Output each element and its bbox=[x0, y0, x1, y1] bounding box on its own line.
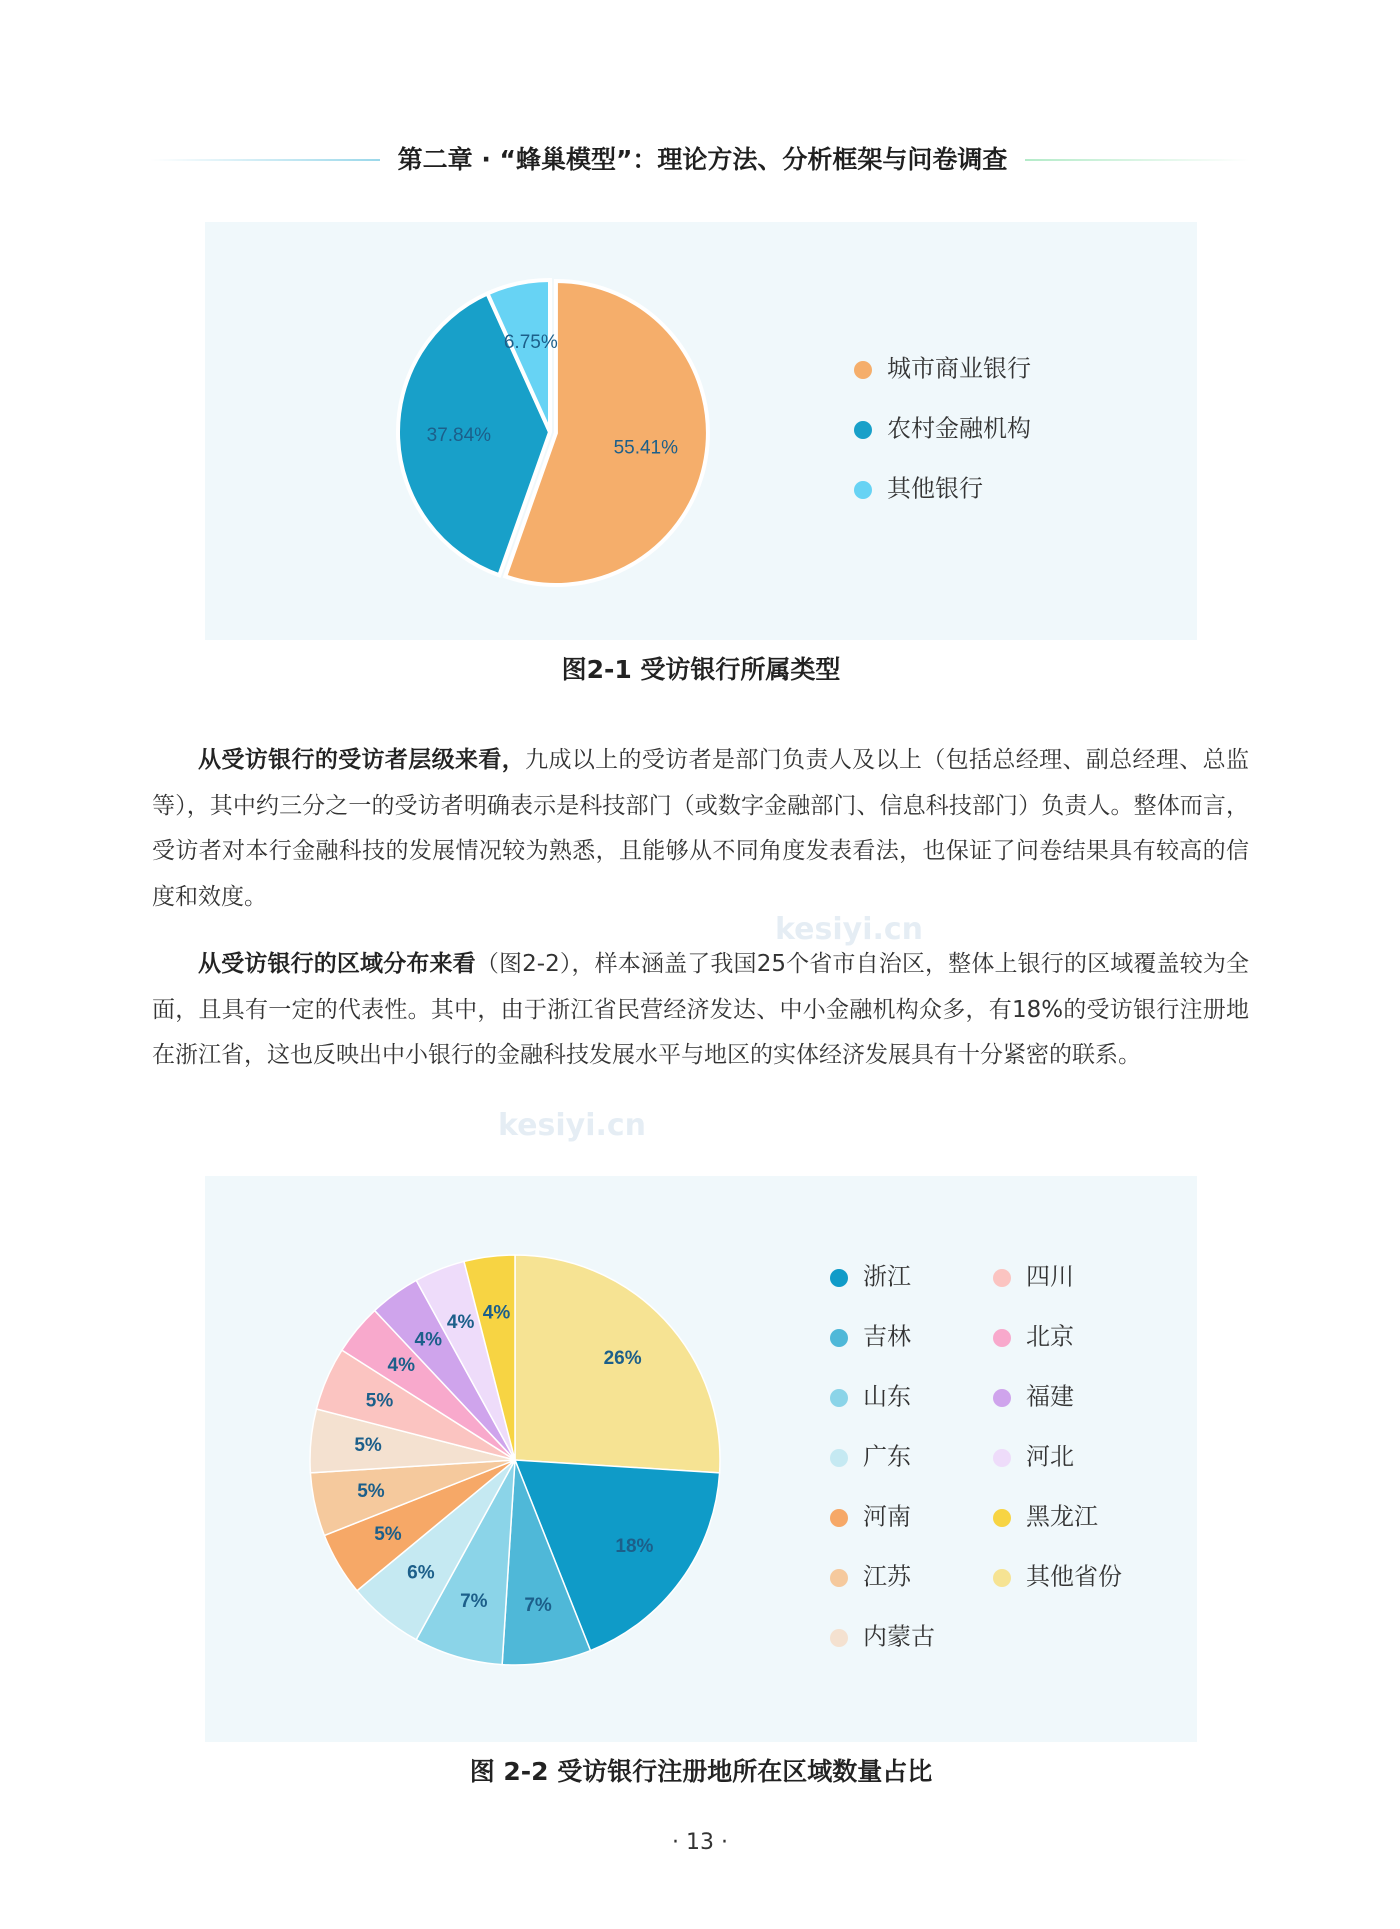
legend-label: 城市商业银行 bbox=[887, 355, 1031, 383]
legend-label: 山东 bbox=[863, 1383, 911, 1411]
paragraph-region-distribution bbox=[152, 942, 1249, 1079]
legend-label: 吉林 bbox=[863, 1323, 911, 1351]
legend-marker bbox=[854, 481, 872, 499]
legend-label: 四川 bbox=[1026, 1263, 1074, 1291]
slice-label: 6% bbox=[407, 1562, 435, 1584]
slice-label: 6.75% bbox=[503, 331, 558, 353]
legend-marker bbox=[830, 1629, 848, 1647]
chapter-title: 第二章 · “蜂巢模型”：理论方法、分析框架与问卷调查 bbox=[397, 145, 1008, 174]
header-rule-left bbox=[150, 159, 380, 161]
legend-marker bbox=[993, 1449, 1011, 1467]
legend-marker bbox=[993, 1569, 1011, 1587]
header-rule-right bbox=[1025, 159, 1250, 161]
legend-marker bbox=[993, 1269, 1011, 1287]
watermark: kesiyi.cn bbox=[775, 912, 924, 947]
paragraph-respondent-level bbox=[152, 738, 1249, 920]
legend-label: 内蒙古 bbox=[863, 1623, 935, 1651]
legend-marker bbox=[830, 1449, 848, 1467]
legend-marker bbox=[830, 1389, 848, 1407]
legend-label: 江苏 bbox=[863, 1563, 911, 1591]
legend-marker bbox=[830, 1509, 848, 1527]
slice-label: 37.84% bbox=[426, 424, 492, 446]
legend-label: 河南 bbox=[863, 1503, 911, 1531]
slice-label: 26% bbox=[603, 1347, 642, 1369]
legend-marker bbox=[993, 1329, 1011, 1347]
slice-label: 7% bbox=[460, 1590, 488, 1612]
slice-label: 5% bbox=[357, 1481, 385, 1503]
legend-marker bbox=[830, 1329, 848, 1347]
legend-label: 北京 bbox=[1026, 1323, 1074, 1351]
legend-label: 河北 bbox=[1026, 1443, 1074, 1471]
figure-2-2-caption: 图 2-2 受访银行注册地所在区域数量占比 bbox=[469, 1757, 933, 1786]
legend-marker bbox=[854, 361, 872, 379]
slice-label: 55.41% bbox=[613, 437, 679, 459]
legend-label: 福建 bbox=[1026, 1383, 1074, 1411]
paragraph-body: 九成以上的受访者是部门负责人及以上（包括总经理、副总经理、总监等），其中约三分之一的受访者明确表示是科技部门（或数字金融部门、信息科技部门）负责人。整体而言，受访者对本行金融科技的发展情况较为熟悉，且能够从不同角度发表看法，也保证了问卷结果具有较高的信度和效度。 bbox=[152, 747, 1250, 910]
slice-label: 4% bbox=[446, 1311, 475, 1333]
legend-label: 农村金融机构 bbox=[887, 415, 1031, 443]
paragraph-lead: 从受访银行的受访者层级来看， bbox=[198, 747, 526, 773]
legend-label: 浙江 bbox=[863, 1263, 911, 1291]
watermark: kesiyi.cn bbox=[498, 1108, 647, 1143]
figure-2-1-caption: 图2-1 受访银行所属类型 bbox=[561, 655, 841, 684]
legend-label: 黑龙江 bbox=[1026, 1503, 1098, 1531]
slice-label: 4% bbox=[482, 1302, 511, 1324]
slice-label: 18% bbox=[615, 1535, 654, 1557]
region-pie-chart bbox=[205, 1176, 1197, 1742]
paragraph-body: （图2-2），样本涵盖了我国25个省市自治区，整体上银行的区域覆盖较为全面，且具有一定的代表性。其中，由于浙江省民营经济发达、中小金融机构众多，有18%的受访银行注册地在浙江省，这也反映出中小银行的金融科技发展水平与地区的实体经济发展具有十分紧密的联系。 bbox=[152, 951, 1250, 1068]
page-number: · 13 · bbox=[672, 1830, 728, 1855]
legend-label: 广东 bbox=[863, 1443, 911, 1471]
slice-label: 5% bbox=[354, 1435, 382, 1457]
legend-marker bbox=[830, 1569, 848, 1587]
figure-2-2-chart bbox=[205, 1176, 1197, 1742]
chapter-header bbox=[150, 140, 1250, 180]
slice-label: 7% bbox=[524, 1594, 552, 1616]
figure-2-1-chart bbox=[205, 222, 1197, 640]
legend-marker bbox=[993, 1509, 1011, 1527]
paragraph-lead: 从受访银行的区域分布来看 bbox=[198, 951, 476, 977]
legend-label: 其他银行 bbox=[887, 475, 983, 503]
slice-label: 5% bbox=[374, 1524, 402, 1546]
legend-marker bbox=[993, 1389, 1011, 1407]
legend-label: 其他省份 bbox=[1026, 1563, 1122, 1591]
slice-label: 5% bbox=[365, 1390, 394, 1412]
legend-marker bbox=[854, 421, 872, 439]
slice-label: 4% bbox=[414, 1329, 442, 1351]
legend-marker bbox=[830, 1269, 848, 1287]
bank-type-pie-chart bbox=[205, 222, 1197, 640]
slice-label: 4% bbox=[387, 1354, 416, 1376]
